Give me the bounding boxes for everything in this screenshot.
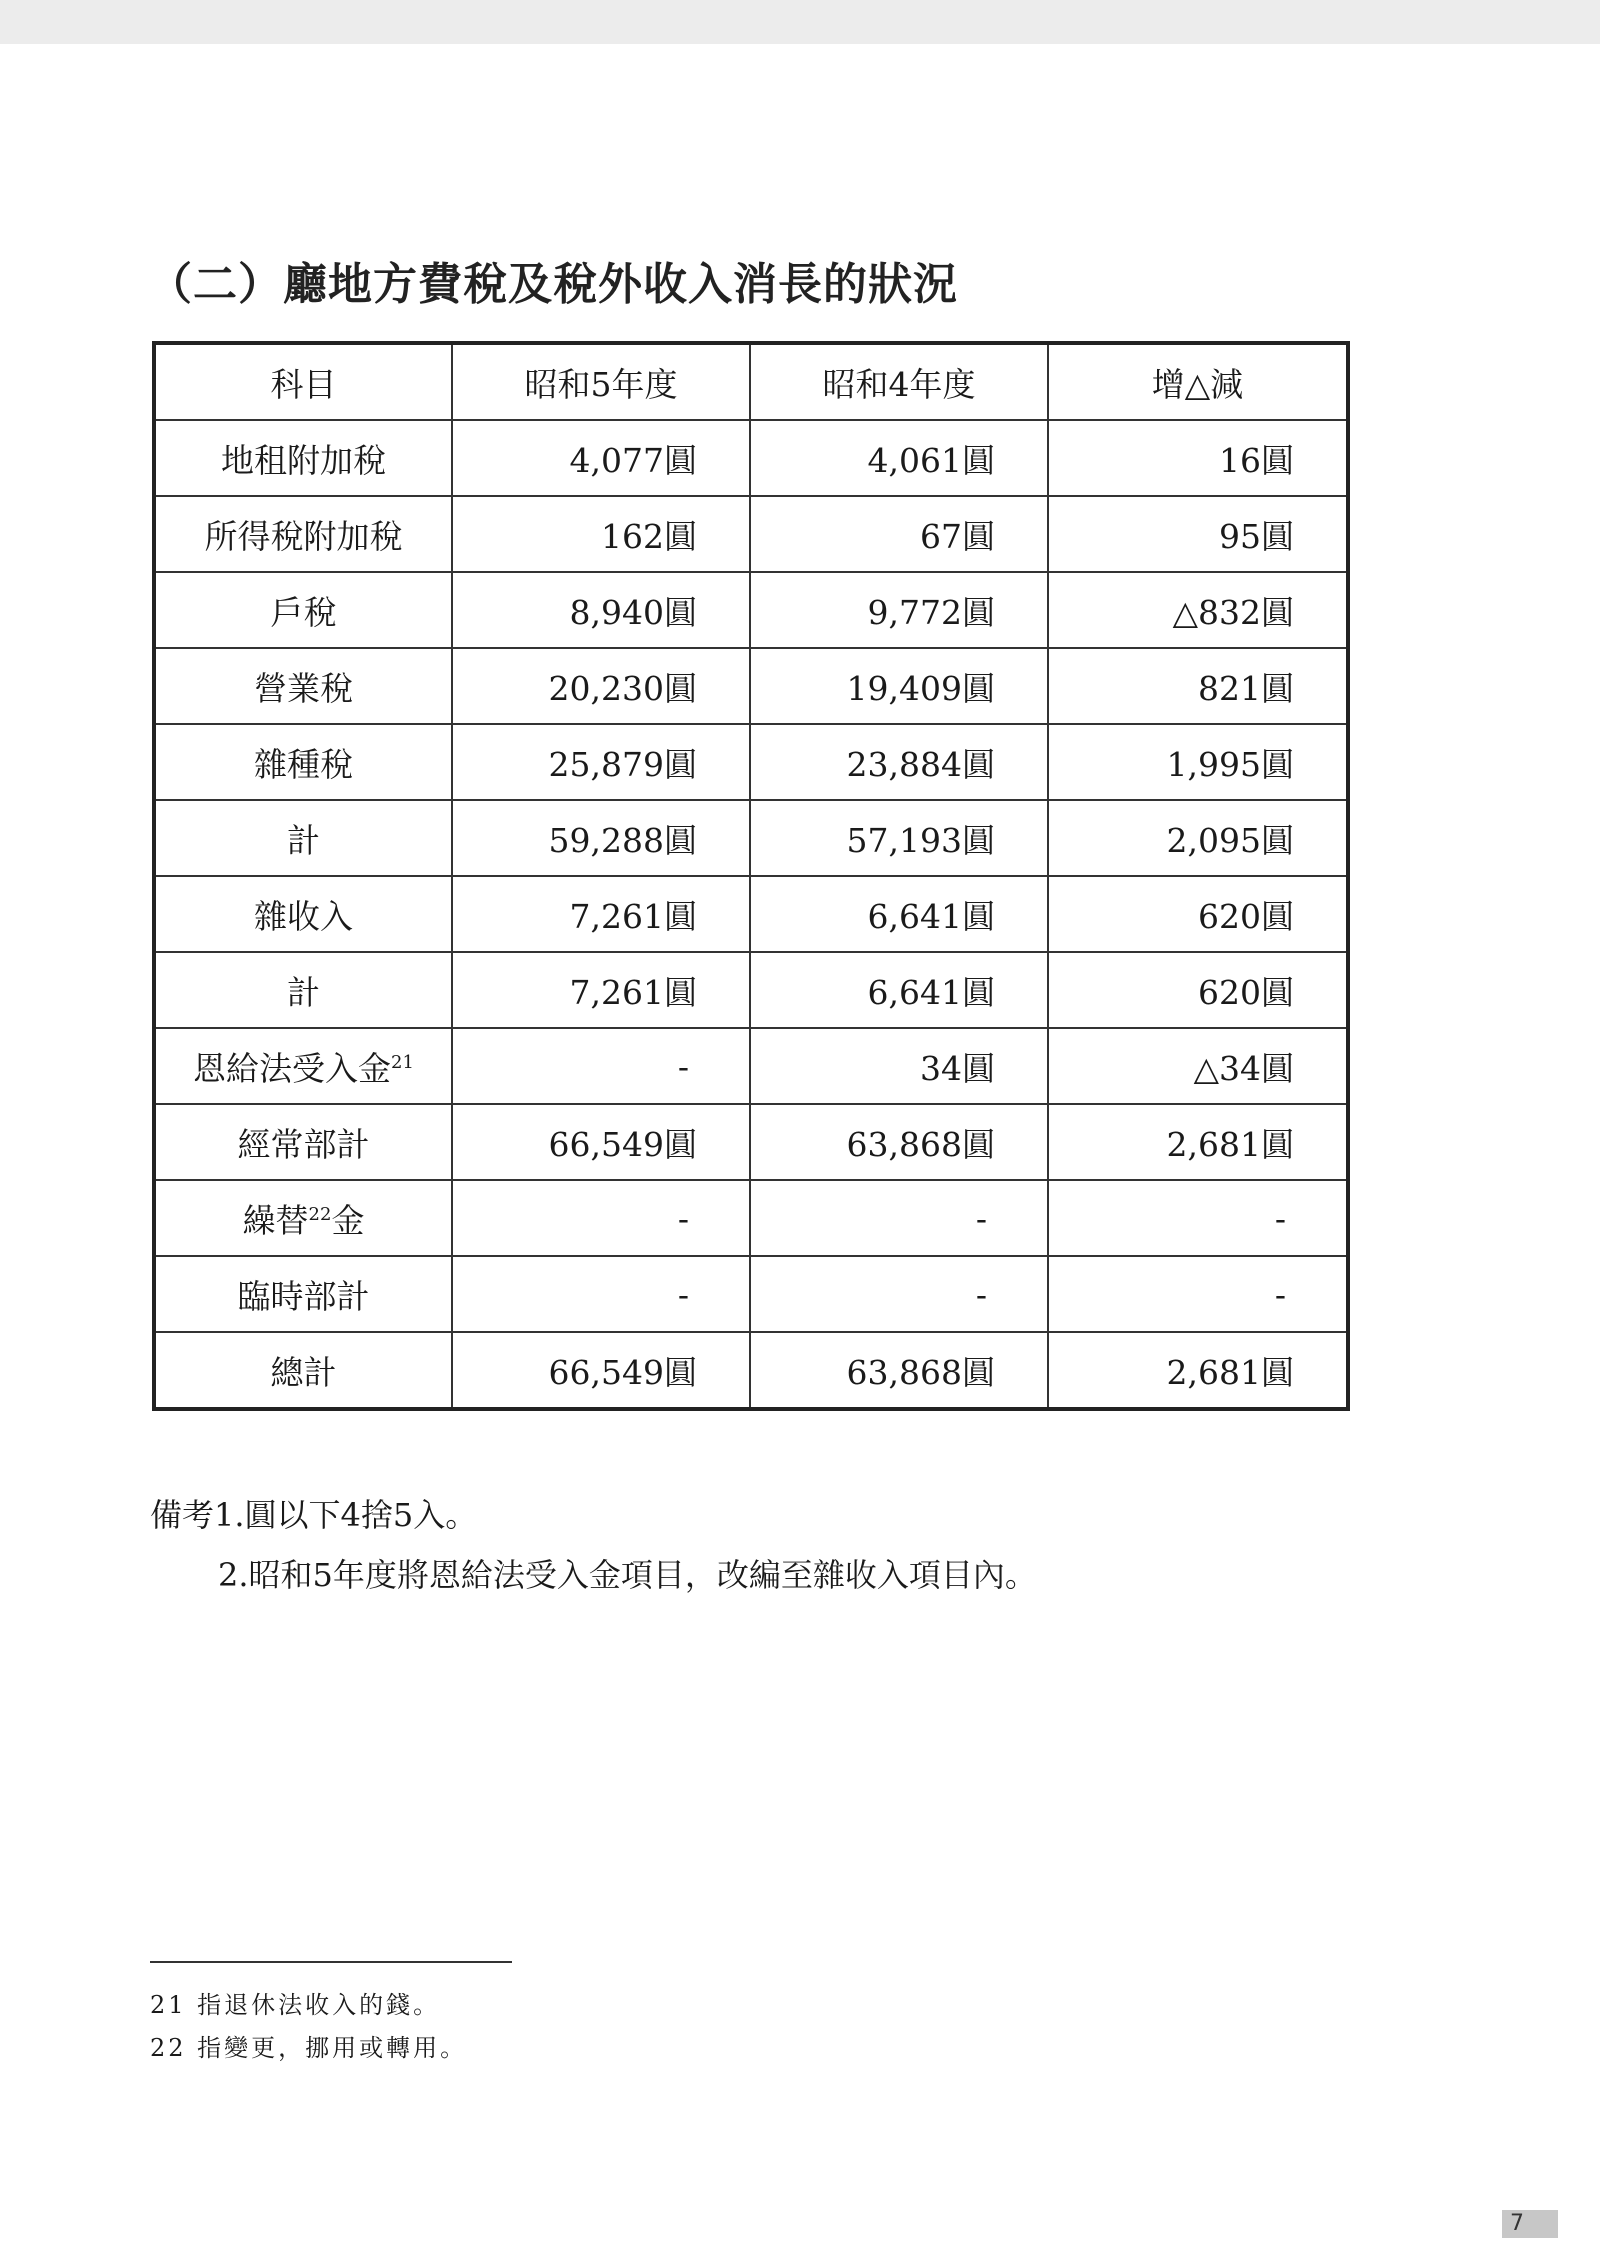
showa4-cell: 19,409圓 bbox=[750, 648, 1048, 724]
table-row bbox=[154, 1028, 1348, 1104]
showa4-cell: 4,061圓 bbox=[750, 420, 1048, 496]
item-cell bbox=[154, 572, 452, 648]
showa5-cell: 7,261圓 bbox=[452, 876, 750, 952]
header-item: 科目 bbox=[154, 343, 452, 420]
item-cell bbox=[154, 952, 452, 1028]
showa5-cell: 59,288圓 bbox=[452, 800, 750, 876]
item-label: 恩給法受入金 bbox=[193, 1048, 392, 1088]
item-label: 雜種稅 bbox=[254, 744, 353, 784]
item-label: 戶稅 bbox=[270, 592, 337, 632]
table-row bbox=[154, 496, 1348, 572]
item-label: 臨時部計 bbox=[237, 1276, 370, 1316]
table-row bbox=[154, 952, 1348, 1028]
showa4-cell: 6,641圓 bbox=[750, 952, 1048, 1028]
footnote-rule bbox=[150, 1961, 512, 1963]
showa4-cell: - bbox=[750, 1256, 1048, 1332]
change-cell: 1,995圓 bbox=[1048, 724, 1348, 800]
table-row bbox=[154, 724, 1348, 800]
remark-note-2: 2.昭和5年度將恩給法受入金項目，改編至雜收入項目內。 bbox=[218, 1556, 1037, 1594]
item-cell bbox=[154, 800, 452, 876]
item-cell bbox=[154, 648, 452, 724]
table-row bbox=[154, 1332, 1348, 1409]
showa4-cell: 6,641圓 bbox=[750, 876, 1048, 952]
item-label: 雜收入 bbox=[254, 896, 353, 936]
showa5-cell: 66,549圓 bbox=[452, 1104, 750, 1180]
change-cell: 16圓 bbox=[1048, 420, 1348, 496]
showa5-cell: 162圓 bbox=[452, 496, 750, 572]
change-cell: 821圓 bbox=[1048, 648, 1348, 724]
change-cell: △832圓 bbox=[1048, 572, 1348, 648]
table-row bbox=[154, 800, 1348, 876]
item-label: 總計 bbox=[270, 1352, 337, 1392]
remark-note-1: 備考1.圓以下4捨5入。 bbox=[150, 1496, 478, 1534]
header-showa5: 昭和5年度 bbox=[452, 343, 750, 420]
showa5-cell: - bbox=[452, 1180, 750, 1256]
item-cell bbox=[154, 1256, 452, 1332]
table-row bbox=[154, 876, 1348, 952]
item-cell bbox=[154, 724, 452, 800]
table-header-row bbox=[154, 343, 1348, 420]
item-cell bbox=[154, 876, 452, 952]
showa5-cell: 66,549圓 bbox=[452, 1332, 750, 1409]
change-cell: 620圓 bbox=[1048, 876, 1348, 952]
showa4-cell: 67圓 bbox=[750, 496, 1048, 572]
item-cell bbox=[154, 1028, 452, 1104]
page-number: 7 bbox=[1502, 2210, 1558, 2238]
table-row bbox=[154, 1180, 1348, 1256]
item-cell bbox=[154, 1180, 452, 1256]
change-cell: △34圓 bbox=[1048, 1028, 1348, 1104]
change-cell: - bbox=[1048, 1180, 1348, 1256]
showa5-cell: 7,261圓 bbox=[452, 952, 750, 1028]
item-label: 繰替 bbox=[242, 1200, 309, 1240]
showa5-cell: - bbox=[452, 1028, 750, 1104]
scan-top-band bbox=[0, 0, 1600, 44]
table-row bbox=[154, 648, 1348, 724]
item-cell bbox=[154, 1332, 452, 1409]
showa5-cell: 20,230圓 bbox=[452, 648, 750, 724]
showa5-cell: 8,940圓 bbox=[452, 572, 750, 648]
change-cell: 2,681圓 bbox=[1048, 1332, 1348, 1409]
item-label: 計 bbox=[287, 820, 320, 860]
showa5-cell: - bbox=[452, 1256, 750, 1332]
item-cell bbox=[154, 496, 452, 572]
table-row bbox=[154, 1256, 1348, 1332]
table-row bbox=[154, 1104, 1348, 1180]
item-cell bbox=[154, 1104, 452, 1180]
change-cell: 620圓 bbox=[1048, 952, 1348, 1028]
showa4-cell: 63,868圓 bbox=[750, 1104, 1048, 1180]
change-cell: 95圓 bbox=[1048, 496, 1348, 572]
showa4-cell: 63,868圓 bbox=[750, 1332, 1048, 1409]
item-label: 營業稅 bbox=[254, 668, 353, 708]
header-change: 增△減 bbox=[1048, 343, 1348, 420]
item-label: 經常部計 bbox=[237, 1124, 370, 1164]
item-label-suffix: 金 bbox=[331, 1200, 365, 1240]
item-label: 地租附加稅 bbox=[221, 440, 386, 480]
showa4-cell: 57,193圓 bbox=[750, 800, 1048, 876]
table-body bbox=[154, 420, 1348, 1409]
showa4-cell: 9,772圓 bbox=[750, 572, 1048, 648]
item-label: 計 bbox=[287, 972, 320, 1012]
header-showa4: 昭和4年度 bbox=[750, 343, 1048, 420]
table-row bbox=[154, 572, 1348, 648]
showa4-cell: 23,884圓 bbox=[750, 724, 1048, 800]
footnote-ref: 21 bbox=[391, 1051, 414, 1073]
footnote-21: 21 指退休法收入的錢。 bbox=[150, 1991, 441, 2019]
table-row bbox=[154, 420, 1348, 496]
section-title: （二）廳地方費稅及稅外收入消長的狀況 bbox=[148, 259, 958, 310]
showa5-cell: 25,879圓 bbox=[452, 724, 750, 800]
showa4-cell: - bbox=[750, 1180, 1048, 1256]
showa5-cell: 4,077圓 bbox=[452, 420, 750, 496]
change-cell: - bbox=[1048, 1256, 1348, 1332]
footnote-ref: 22 bbox=[308, 1203, 332, 1225]
item-cell bbox=[154, 420, 452, 496]
footnote-22: 22 指變更，挪用或轉用。 bbox=[150, 2034, 468, 2062]
change-cell: 2,095圓 bbox=[1048, 800, 1348, 876]
change-cell: 2,681圓 bbox=[1048, 1104, 1348, 1180]
revenue-table bbox=[152, 341, 1350, 1411]
item-label: 所得稅附加稅 bbox=[204, 516, 403, 556]
showa4-cell: 34圓 bbox=[750, 1028, 1048, 1104]
